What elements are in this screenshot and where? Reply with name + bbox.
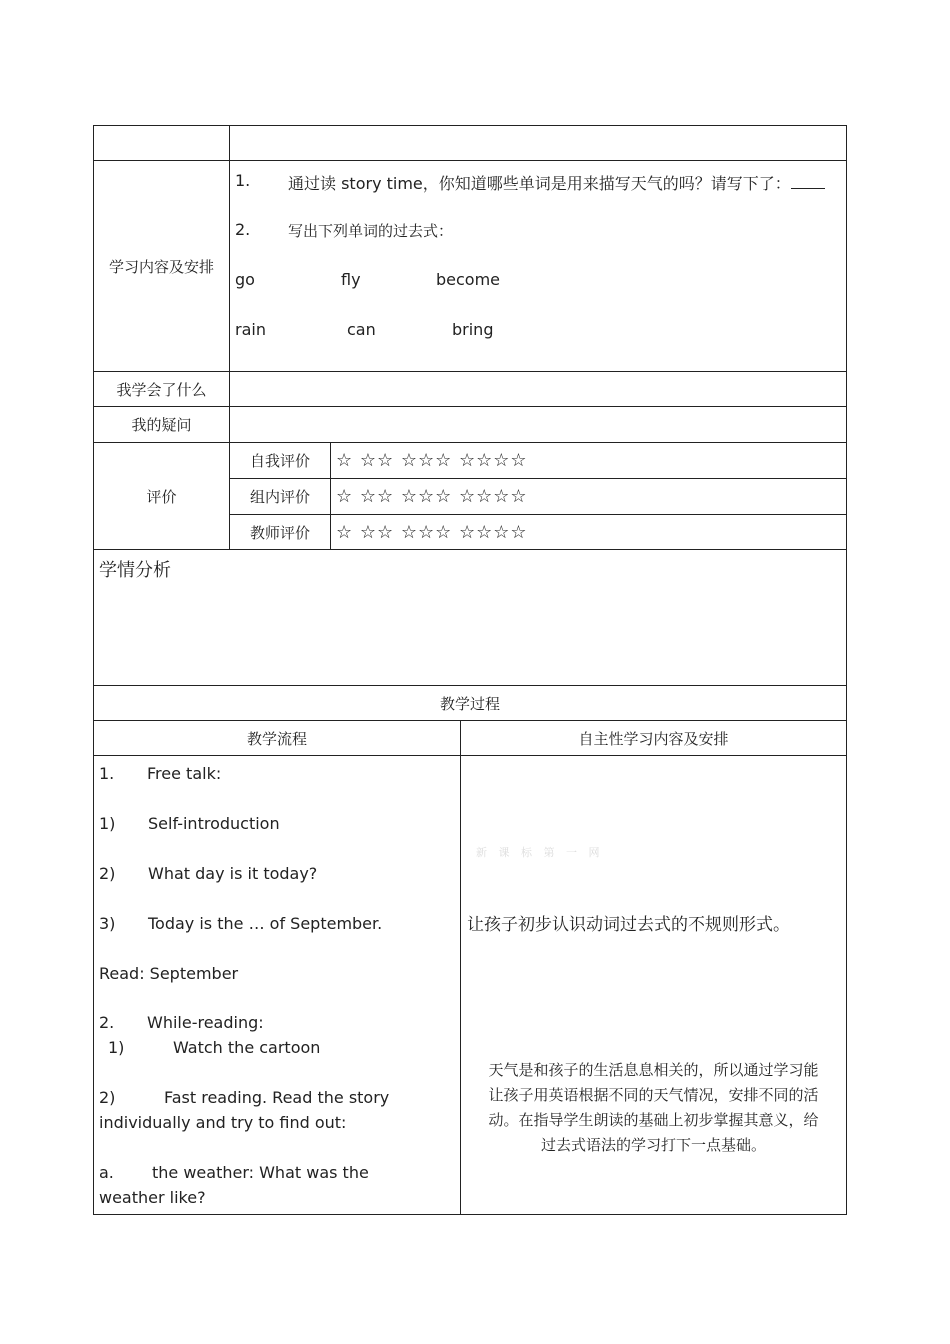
learned-cell bbox=[229, 372, 846, 406]
step-text: What day is it today? bbox=[148, 864, 318, 883]
step-text: the weather: What was the bbox=[152, 1163, 369, 1182]
questions-row bbox=[93, 406, 847, 442]
self-evaluation-stars[interactable]: ☆ ☆☆ ☆☆☆ ☆☆☆☆ bbox=[330, 443, 846, 478]
header-cell bbox=[229, 126, 846, 160]
word-rain: rain bbox=[235, 320, 266, 339]
step-number: 3) bbox=[99, 914, 116, 933]
step-number: 1. bbox=[99, 764, 115, 783]
step-number: a. bbox=[99, 1163, 114, 1182]
process-col-right: 自主性学习内容及安排 bbox=[460, 721, 846, 755]
step-text: Watch the cartoon bbox=[173, 1038, 321, 1057]
note-line: 让孩子用英语根据不同的天气情况，安排不同的活 bbox=[488, 1086, 819, 1104]
step-number: 2. bbox=[99, 1013, 115, 1032]
questions-label: 我的疑问 bbox=[131, 416, 192, 434]
process-title: 教学过程 bbox=[439, 694, 500, 713]
word-can: can bbox=[347, 320, 376, 339]
teacher-evaluation-label: 教师评价 bbox=[249, 524, 310, 542]
learned-label: 我学会了什么 bbox=[116, 380, 207, 399]
note-line: 动。在指导学生朗读的基础上初步掌握其意义，给 bbox=[488, 1111, 819, 1129]
evaluation-label: 评价 bbox=[146, 487, 177, 506]
process-col-left: 教学流程 bbox=[246, 729, 307, 748]
item2-text: 写出下列单词的过去式： bbox=[288, 222, 454, 240]
note-irregular-past: 让孩子初步认识动词过去式的不规则形式。 bbox=[467, 915, 790, 935]
item2-number: 2. bbox=[235, 220, 251, 239]
note-line: 天气是和孩子的生活息息相关的，所以通过学习能 bbox=[488, 1061, 819, 1079]
learned-row bbox=[93, 371, 847, 406]
self-evaluation-row bbox=[230, 443, 846, 479]
group-evaluation-stars[interactable]: ☆ ☆☆ ☆☆☆ ☆☆☆☆ bbox=[330, 479, 846, 514]
word-fly: fly bbox=[341, 270, 361, 289]
word-go: go bbox=[235, 270, 255, 289]
evaluation-row bbox=[93, 442, 847, 549]
step-text: individually and try to find out: bbox=[99, 1113, 347, 1132]
note-weather bbox=[461, 1058, 846, 1158]
learning-content-cell bbox=[229, 161, 846, 371]
group-evaluation-row bbox=[230, 479, 846, 515]
teacher-evaluation-row bbox=[230, 515, 846, 550]
step-text: Self-introduction bbox=[148, 814, 280, 833]
word-bring: bring bbox=[452, 320, 494, 339]
step-text: Free talk: bbox=[147, 764, 222, 783]
watermark: 新 课 标 第 一 网 bbox=[476, 846, 604, 859]
step-text: Read: September bbox=[99, 964, 239, 983]
step-number: 2) bbox=[99, 1088, 116, 1107]
note-line: 过去式语法的学习打下一点基础。 bbox=[540, 1136, 766, 1154]
analysis-row bbox=[93, 549, 847, 685]
self-evaluation-label: 自我评价 bbox=[249, 452, 310, 470]
header-row bbox=[93, 125, 847, 160]
process-header-row bbox=[93, 720, 847, 755]
step-number: 2) bbox=[99, 864, 116, 883]
step-text: weather like? bbox=[99, 1188, 206, 1207]
questions-cell bbox=[229, 407, 846, 442]
process-steps-cell bbox=[94, 756, 460, 1214]
step-text: Fast reading. Read the story bbox=[164, 1088, 390, 1107]
step-number: 1) bbox=[99, 814, 116, 833]
step-number: 1) bbox=[108, 1038, 125, 1057]
item1-text: 通过读 story time，你知道哪些单词是用来描写天气的吗？请写下了： bbox=[288, 171, 825, 194]
analysis-label: 学情分析 bbox=[99, 560, 171, 581]
step-text: Today is the … of September. bbox=[148, 914, 383, 933]
word-become: become bbox=[436, 270, 501, 289]
item1-number: 1. bbox=[235, 171, 251, 190]
evaluation-sub-table bbox=[229, 443, 846, 549]
process-content-row bbox=[93, 755, 847, 1215]
teacher-evaluation-stars[interactable]: ☆ ☆☆ ☆☆☆ ☆☆☆☆ bbox=[330, 515, 846, 550]
process-title-row bbox=[93, 685, 847, 720]
learning-content-label: 学习内容及安排 bbox=[108, 257, 214, 276]
group-evaluation-label: 组内评价 bbox=[249, 488, 310, 506]
answer-blank bbox=[791, 174, 825, 189]
learning-content-row bbox=[93, 160, 847, 371]
step-text: While-reading: bbox=[147, 1013, 264, 1032]
process-notes-cell bbox=[460, 756, 846, 1214]
